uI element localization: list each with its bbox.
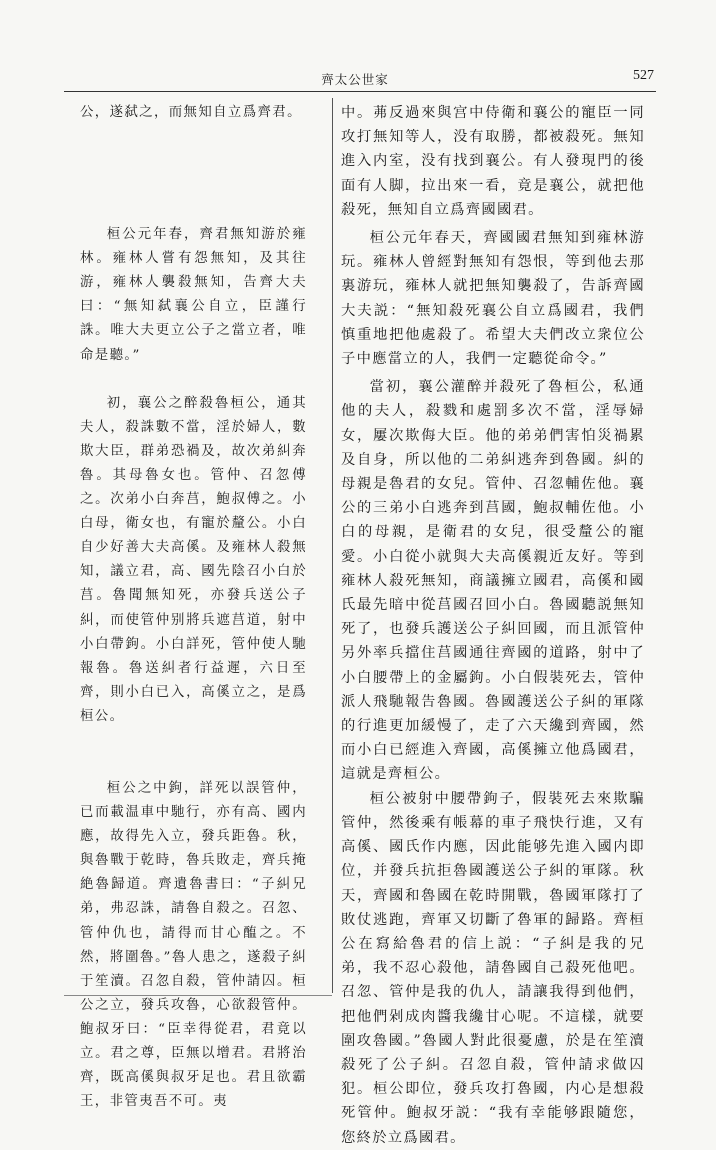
running-title: 齊太公世家 [321, 72, 389, 87]
column-divider [332, 98, 333, 993]
section-gap [80, 125, 307, 223]
classical-text-column [80, 101, 307, 1114]
translation-paragraph: 桓公被射中腰帶鉤子，假裝死去來欺騙管仲，然後乘有帳幕的車子飛快行進，又有高傒、國氏作内應，因此能够先進入國内即位，并發兵抗拒魯國護送公子糾的軍隊。秋天，齊國和魯國在乾時開戰，魯國軍隊打了敗仗逃跑，齊軍又切斷了魯軍的歸路。齊桓公在寫給魯君的信上説：“子糾是我的兄弟，我不忍心殺他，請魯國自己殺死他吧。召忽、管仲是我的仇人，請讓我得到他們，把他們剁成肉醬我纔甘心呢。不這樣，就要圍攻魯國。”魯國人對此很憂慮，於是在笙瀆殺死了公子糾。召忽自殺，管仲請求做囚犯。桓公即位，發兵攻打魯國，内心是想殺死管仲。鮑叔牙説：“我有幸能够跟隨您，您終於立爲國君。 [341, 790, 645, 1146]
bottom-rule [64, 995, 332, 996]
classical-paragraph: 桓公之中鉤，詳死以誤管仲，已而載温車中馳行，亦有高、國内應，故得先入立，發兵距魯。秋，與魯戰于乾時，魯兵敗走，齊兵掩絶魯歸道。齊遺魯書曰：“子糾兄弟，弗忍誅，請魯自殺之。召忽、管仲仇也，請得而甘心醢之。不然，將圍魯。”魯人患之，遂殺子糾于笙瀆。召忽自殺，管仲請囚。桓公之立，發兵攻魯，心欲殺管仲。鮑叔牙曰：“臣幸得從君，君竟以立。君之尊，臣無以增君。君將治齊，既高傒與叔牙足也。君且欲霸王，非管夷吾不可。夷 [80, 780, 307, 1110]
translation-paragraph: 中。茀反過來與宫中侍衛和襄公的寵臣一同攻打無知等人，没有取勝，都被殺死。無知進入内室，没有找到襄公。有人發現門的後面有人脚，拉出來一看，竟是襄公，就把他殺死，無知自立爲齊國國君。 [341, 105, 645, 218]
header-rule [64, 91, 656, 92]
classical-paragraph: 公，遂弑之，而無知自立爲齊君。 [80, 105, 302, 120]
paragraph-gap [80, 368, 307, 392]
page-number: 527 [633, 68, 654, 83]
running-header [64, 66, 654, 88]
translation-column [341, 101, 645, 1150]
translation-paragraph: 當初，襄公灌醉并殺死了魯桓公，私通他的夫人，殺戮和處罰多次不當，淫辱婦女，屢次欺侮大臣。他的弟弟們害怕災禍累及自身，所以他的二弟糾逃奔到魯國。糾的母親是魯君的女兒。管仲、召忽輔佐他。襄公的三弟小白逃奔到莒國，鮑叔輔佐他。小白的母親，是衛君的女兒，很受釐公的寵愛。小白從小就與大夫高傒親近友好。等到雍林人殺死無知，商議擁立國君，高傒和國氏最先暗中從莒國召回小白。魯國聽説無知死了，也發兵護送公子糾回國，而且派管仲另外率兵擋住莒國通往齊國的道路，射中了小白腰帶上的金屬鉤。小白假裝死去，管仲派人飛馳報告魯國。魯國護送公子糾的軍隊的行進更加緩慢了，走了六天纔到齊國，然而小白已經進入齊國，高傒擁立他爲國君，這就是齊桓公。 [341, 379, 645, 783]
translation-paragraph: 桓公元年春天，齊國國君無知到雍林游玩。雍林人曾經對無知有怨恨，等到他去那裏游玩，雍林人就把無知襲殺了，告訴齊國大夫説：“無知殺死襄公自立爲國君，我們慎重地把他處殺了。希望大夫們改立衆位公子中應當立的人，我們一定聽從命令。” [341, 230, 645, 368]
classical-paragraph: 桓公元年春，齊君無知游於雍林。雍林人嘗有怨無知，及其往游，雍林人襲殺無知，告齊大夫曰：“無知弑襄公自立，臣謹行誅。唯大夫更立公子之當立者，唯命是聽。” [80, 227, 307, 363]
classical-paragraph: 初，襄公之醉殺魯桓公，通其夫人，殺誅數不當，淫於婦人，數欺大臣，群弟恐禍及，故次弟糾奔魯。其母魯女也。管仲、召忽傅之。次弟小白奔莒，鮑叔傅之。小白母，衛女也，有寵於釐公。小白自少好善大夫高傒。及雍林人殺無知，議立君，高、國先陰召小白於莒。魯聞無知死，亦發兵送公子糾，而使管仲别將兵遮莒道，射中小白帶鉤。小白詳死，管仲使人馳報魯。魯送糾者行益遲，六日至齊，則小白已入，高傒立之，是爲桓公。 [80, 395, 307, 724]
section-gap [80, 729, 307, 777]
